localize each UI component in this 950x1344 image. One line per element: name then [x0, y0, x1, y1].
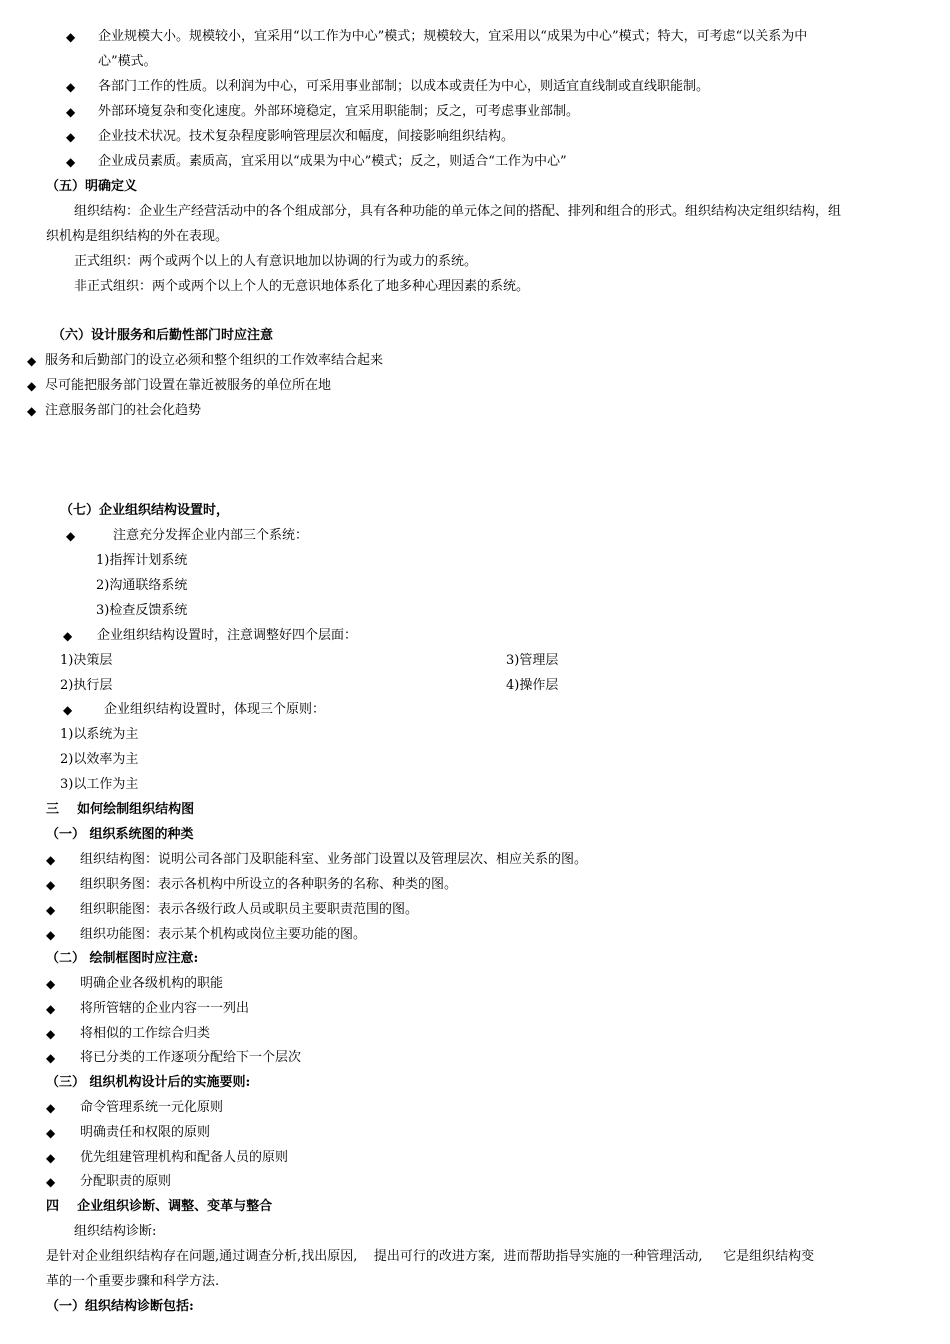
principle-item: 2)以效率为主 — [60, 752, 139, 767]
list-item: 命令管理系统一元化原则 — [80, 1100, 224, 1115]
bullet-icon: ◆ — [66, 130, 76, 144]
list-item: 组织职务图：表示各机构中所设立的各种职务的名称、种类的图。 — [80, 877, 458, 892]
definition-paragraph: 正式组织：两个或两个以上的人有意识地加以协调的行为或力的系统。 — [74, 254, 478, 269]
list-item: 组织功能图：表示某个机构或岗位主要功能的图。 — [80, 927, 367, 942]
list-item: 将相似的工作综合归类 — [80, 1026, 211, 1041]
subsection-heading-diagnosis-contents: （一）组织结构诊断包括: — [46, 1299, 194, 1314]
list-item: 服务和后勤部门的设立必须和整个组织的工作效率结合起来 — [45, 353, 384, 368]
list-item: 组织结构图：说明公司各部门及职能科室、业务部门设置以及管理层次、相应关系的图。 — [80, 852, 588, 867]
level-item: 4)操作层 — [506, 678, 559, 693]
bullet-icon: ◆ — [63, 629, 73, 643]
section-heading-definitions: （五）明确定义 — [46, 179, 138, 194]
definition-paragraph: 非正式组织：两个或两个以上个人的无意识地体系化了地多种心理因素的系统。 — [74, 279, 530, 294]
level-item: 3)管理层 — [506, 653, 559, 668]
bullet-icon: ◆ — [66, 155, 76, 169]
factor-item-continuation: 心”模式。 — [98, 54, 157, 69]
bullet-icon: ◆ — [66, 105, 76, 119]
diagnosis-paragraph-continuation: 革的一个重要步骤和科学方法. — [46, 1274, 220, 1289]
subsection-heading-chart-types: （一） 组织系统图的种类 — [46, 827, 194, 842]
bullet-icon: ◆ — [46, 1027, 56, 1041]
definition-paragraph-continuation: 织机构是组织结构的外在表现。 — [46, 229, 229, 244]
list-item: 组织职能图：表示各级行政人员或职员主要职责范围的图。 — [80, 902, 419, 917]
factor-item: 各部门工作的性质。以利润为中心，可采用事业部制；以成本或责任为中心，则适宜直线制或直线职能制。 — [98, 79, 710, 94]
level-item: 2)执行层 — [60, 678, 113, 693]
list-item: 优先组建管理机构和配备人员的原则 — [80, 1150, 289, 1165]
diagnosis-label: 组织结构诊断: — [74, 1224, 157, 1239]
bullet-icon: ◆ — [46, 928, 56, 942]
principle-item: 3)以工作为主 — [60, 777, 139, 792]
bullet-icon: ◆ — [66, 80, 76, 94]
bullet-icon: ◆ — [66, 529, 76, 543]
bullet-icon: ◆ — [46, 903, 56, 917]
list-item: 注意服务部门的社会化趋势 — [45, 403, 202, 418]
system-item: 2)沟通联络系统 — [96, 578, 188, 593]
bullet-icon: ◆ — [66, 30, 76, 44]
bullet-icon: ◆ — [46, 1151, 56, 1165]
diagnosis-paragraph: 是针对企业组织结构存在问题,通过调查分析,找出原因, 提出可行的改进方案, 进而帮助指导实施的一种管理活动, 它是组织结构变 — [46, 1249, 815, 1264]
bullet-icon: ◆ — [27, 404, 37, 418]
bullet-icon: ◆ — [46, 1002, 56, 1016]
factor-item: 企业规模大小。规模较小，宜采用“以工作为中心”模式；规模较大，宜采用以“成果为中心”模式；特大，可考虑“以关系为中 — [98, 29, 808, 44]
bullet-icon: ◆ — [27, 379, 37, 393]
section-heading-structure-setup: （七）企业组织结构设置时， — [60, 503, 230, 518]
bullet-icon: ◆ — [46, 1175, 56, 1189]
factor-item: 企业技术状况。技术复杂程度影响管理层次和幅度，间接影响组织结构。 — [98, 129, 515, 144]
section-heading-service-departments: （六）设计服务和后勤性部门时应注意 — [52, 328, 274, 343]
chapter-heading-drawing-charts: 三 如何绘制组织结构图 — [46, 802, 195, 817]
bullet-icon: ◆ — [46, 977, 56, 991]
bullet-icon: ◆ — [63, 703, 73, 717]
factor-item: 企业成员素质。素质高，宜采用以“成果为中心”模式；反之，则适合“工作为中心” — [98, 154, 567, 169]
list-item: 将所管辖的企业内容一一列出 — [80, 1001, 250, 1016]
bullet-icon: ◆ — [46, 878, 56, 892]
subsection-heading-implementation-rules: （三） 组织机构设计后的实施要则: — [46, 1075, 251, 1090]
principle-item: 1)以系统为主 — [60, 727, 139, 742]
level-item: 1)决策层 — [60, 653, 113, 668]
list-item: 企业组织结构设置时，注意调整好四个层面： — [97, 628, 358, 643]
list-item: 明确责任和权限的原则 — [80, 1125, 211, 1140]
definition-paragraph: 组织结构：企业生产经营活动中的各个组成部分，具有各种功能的单元体之间的搭配、排列和组合的形式。组织结构决定组织结构，组 — [74, 204, 842, 219]
list-item: 尽可能把服务部门设置在靠近被服务的单位所在地 — [45, 378, 332, 393]
subsection-heading-drawing-notes: （二） 绘制框图时应注意: — [46, 951, 199, 966]
bullet-icon: ◆ — [27, 354, 37, 368]
list-item: 企业组织结构设置时，体现三个原则： — [104, 702, 326, 717]
bullet-icon: ◆ — [46, 1051, 56, 1065]
bullet-icon: ◆ — [46, 1101, 56, 1115]
chapter-heading-diagnosis: 四 企业组织诊断、调整、变革与整合 — [46, 1199, 273, 1214]
bullet-icon: ◆ — [46, 853, 56, 867]
list-item: 注意充分发挥企业内部三个系统： — [113, 528, 309, 543]
list-item: 分配职责的原则 — [80, 1174, 172, 1189]
list-item: 将已分类的工作逐项分配给下一个层次 — [80, 1050, 302, 1065]
system-item: 3)检查反馈系统 — [96, 603, 188, 618]
list-item: 明确企业各级机构的职能 — [80, 976, 224, 991]
system-item: 1)指挥计划系统 — [96, 553, 188, 568]
bullet-icon: ◆ — [46, 1126, 56, 1140]
factor-item: 外部环境复杂和变化速度。外部环境稳定，宜采用职能制；反之，可考虑事业部制。 — [98, 104, 580, 119]
